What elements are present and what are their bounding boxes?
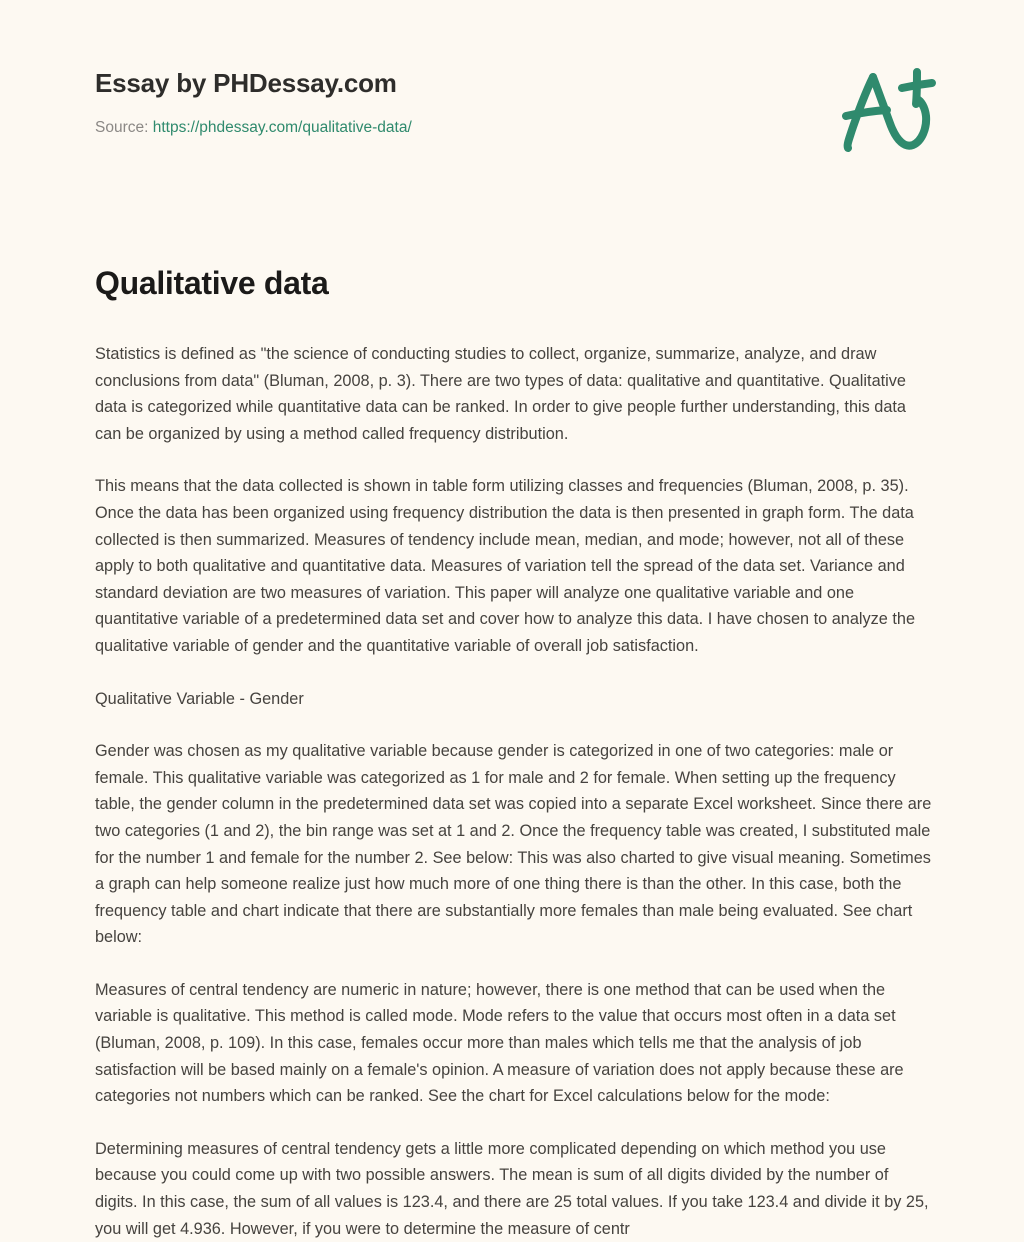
document-header [0, 0, 1024, 188]
paragraph-4: Measures of central tendency are numeric in nature; however, there is one method that can be used when the variable is qualitative. This method is called mode. Mode refers to the value that occurs most often in a data set (Bluman, 2008, p. 109). In this case, females occur more than males which tells me that the analysis of job satisfaction will be based mainly on a female's opinion. A measure of variation does not apply because these are categories not numbers which can be ranked. See the chart for Excel calculations below for the mode: [95, 980, 904, 1106]
article-body [0, 263, 1024, 1242]
source-url-link[interactable]: https://phdessay.com/qualitative-data/ [152, 119, 412, 137]
paragraph-5-truncated: Determining measures of central tendency gets a little more complicated depending on which method you use because you could come up with two possible answers. The mean is sum of all digits divided by the number of digits. In this case, the sum of all values is 123.4, and there are 25 total values. If you take 123.4 and divide it by 25, you will get 4.936. However, if you were to determine the measure of centr [95, 1139, 929, 1238]
page-title: Qualitative data [95, 265, 329, 301]
paragraph-2: This means that the data collected is shown in table form utilizing classes and frequencies (Bluman, 2008, p. 35). Once the data has been organized using frequency distribution the data is then presented in graph form. The data collected is then summarized. Measures of tendency include mean, median, and mode; however, not all of these apply to both qualitative and quantitative data. Measures of variation tell the spread of the data set. Variance and standard deviation are two measures of variation. This paper will analyze one qualitative variable and one quantitative variable of a predetermined data set and cover how to analyze this data. I have chosen to analyze the qualitative variable of gender and the quantitative variable of overall job satisfaction. [95, 477, 916, 655]
source-row [95, 118, 952, 138]
section-subheading-qualitative-variable-gender: Qualitative Variable - Gender [95, 689, 304, 708]
paragraph-3: Gender was chosen as my qualitative variable because gender is categorized in one of two categories: male or female. This qualitative variable was categorized as 1 for male and 2 for female. When setting up the frequency table, the gender column in the predetermined data set was copied into a separate Excel worksheet. Since there are two categories (1 and 2), the bin range was set at 1 and 2. Once the frequency table was created, I substituted male for the number 1 and female for the number 2. See below: This was also charted to give visual meaning. Sometimes a graph can help someone realize just how much more of one thing there is than the other. In this case, both the frequency table and chart indicate that there are substantially more females than male being evaluated. See chart below: [95, 742, 932, 947]
brand-title: Essay by PHDessay.com [95, 68, 397, 98]
article-paragraphs [95, 341, 932, 1242]
source-label: Source: [95, 119, 149, 137]
paragraph-1: Statistics is defined as "the science of conducting studies to collect, organize, summarize, analyze, and draw conclusions from data" (Bluman, 2008, p. 3). There are two types of data: qualitative and quantitative. Qualitative data is categorized while quantitative data can be ranked. In order to give people further understanding, this data can be organized by using a method called frequency distribution. [95, 345, 906, 443]
